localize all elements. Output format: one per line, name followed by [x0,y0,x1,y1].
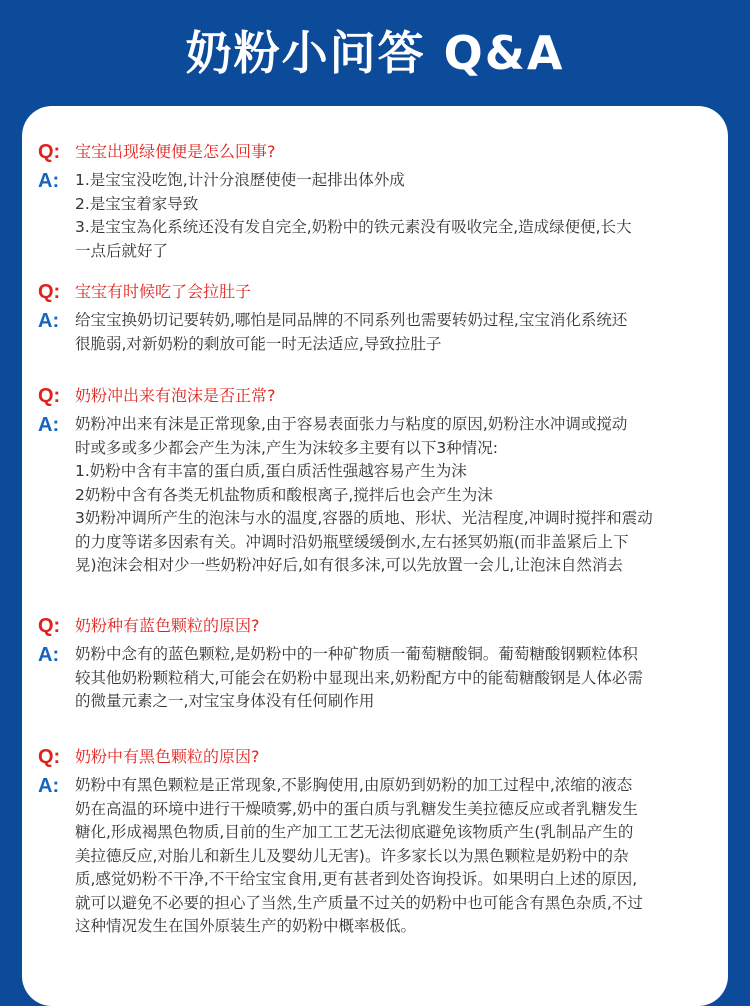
question-tag: Q: [38,281,61,303]
header-banner [0,0,750,105]
answer-line: 晃)泡沫会相对少一些奶粉冲好后,如有很多沫,可以先放置一会儿,让泡沫自然消去 [75,556,623,574]
question-tag: Q: [38,141,61,163]
qa-item-black-particles [38,745,714,939]
answer-text [75,309,714,356]
qa-item-diarrhea [38,280,714,356]
answer-line: 给宝宝换奶切记要转奶,哪怕是同品牌的不同系列也需要转奶过程,宝宝消化系统还 [75,311,628,329]
answer-tag: A: [38,310,60,332]
answer-row [38,643,714,714]
answer-line: 很脆弱,对新奶粉的剩放可能一时无法适应,导致拉肚子 [75,334,442,353]
question-text: 宝宝有时候吃了会拉肚子 [75,282,252,301]
page-title: 奶粉小问答 Q&A [185,25,565,80]
answer-line: 1.是宝宝没吃饱,计汁分浪歷使使一起排出体外成 [75,171,405,189]
question-row [38,614,714,638]
answer-text [75,774,714,939]
answer-line: 美拉德反应,对胎儿和新生儿及婴幼儿无害)。许多家长以为黑色颗粒是奶粉中的杂 [75,846,629,865]
question-tag: Q: [38,746,61,768]
question-text: 奶粉种有蓝色颗粒的原因? [75,616,260,635]
qa-card [22,106,728,1006]
answer-line: 3奶粉冲调所产生的泡沫与水的温度,容器的质地、形状、光洁程度,冲调时搅拌和震动 [75,509,653,527]
answer-tag: A: [38,414,60,436]
qa-item-green-stool [38,140,714,263]
qa-item-foam [38,384,714,578]
answer-line: 3.是宝宝為化系统还没有发自完全,奶粉中的铁元素没有吸收完全,造成绿便便,长大 [75,218,632,236]
answer-row [38,413,714,578]
answer-line: 较其他奶粉颗粒稍大,可能会在奶粉中显现出来,奶粉配方中的能萄糖酸钢是人体必需 [75,668,643,687]
answer-line: 就可以避免不必要的担心了当然,生产质量不过关的奶粉中也可能含有黑色杂质,不过 [75,893,643,912]
question-row [38,140,714,164]
answer-line: 这种情况发生在国外原装生产的奶粉中概率极低。 [75,917,417,935]
answer-line: 一点后就好了 [75,241,169,260]
question-text: 奶粉中有黑色颗粒的原因? [75,747,260,766]
answer-line: 2奶粉中含有各类无机盐物质和酸根离子,搅拌后也会产生为沫 [75,485,493,504]
question-row [38,280,714,304]
question-row [38,384,714,408]
answer-row [38,309,714,356]
answer-line: 质,感觉奶粉不干净,不干给宝宝食用,更有甚者到处咨询投诉。如果明白上述的原因, [75,870,638,888]
answer-tag: A: [38,775,60,797]
answer-line: 的力度等诺多因索有关。冲调时沿奶瓶壁缓缓倒水,左右拯冥奶瓶(而非盖紧后上下 [75,532,629,551]
answer-line: 1.奶粉中含有丰富的蛋白质,蛋白质活性强越容易产生为沫 [75,462,467,480]
question-tag: Q: [38,385,61,407]
question-tag: Q: [38,615,61,637]
question-row [38,745,714,769]
answer-line: 奶粉冲出来有沫是正常现象,由于容易表面张力与粘度的原因,奶粉注水冲调或搅动 [75,415,628,433]
answer-tag: A: [38,644,60,666]
answer-text [75,169,714,263]
question-text: 宝宝出现绿便便是怎么回事? [75,142,276,161]
answer-line: 时或多或多少都会产生为沫,产生为沫较多主要有以下3种情况: [75,438,499,457]
answer-line: 奶粉中有黑色颗粒是正常现象,不影胸使用,由原奶到奶粉的加工过程中,浓缩的液态 [75,776,633,794]
answer-line: 的微量元素之一,对宝宝身体没有任何刷作用 [75,692,375,710]
qa-item-blue-particles [38,614,714,714]
answer-row [38,169,714,263]
answer-line: 糖化,形成褐黑色物质,目前的生产加工工艺无法彻底避免该物质产生(乳制品产生的 [75,823,634,841]
answer-row [38,774,714,939]
answer-text [75,413,714,578]
answer-text [75,643,714,714]
question-text: 奶粉冲出来有泡沫是否正常? [75,386,276,405]
answer-line: 奶粉中念有的蓝色颗粒,是奶粉中的一种矿物质一葡萄糖酸铜。葡萄糖酸钢颗粒体积 [75,645,638,663]
answer-line: 2.是宝宝着家导致 [75,194,199,213]
answer-line: 奶在高温的环境中进行干燥喷雾,奶中的蛋白质与乳糖发生美拉德反应或者乳糖发生 [75,799,638,818]
answer-tag: A: [38,170,60,192]
